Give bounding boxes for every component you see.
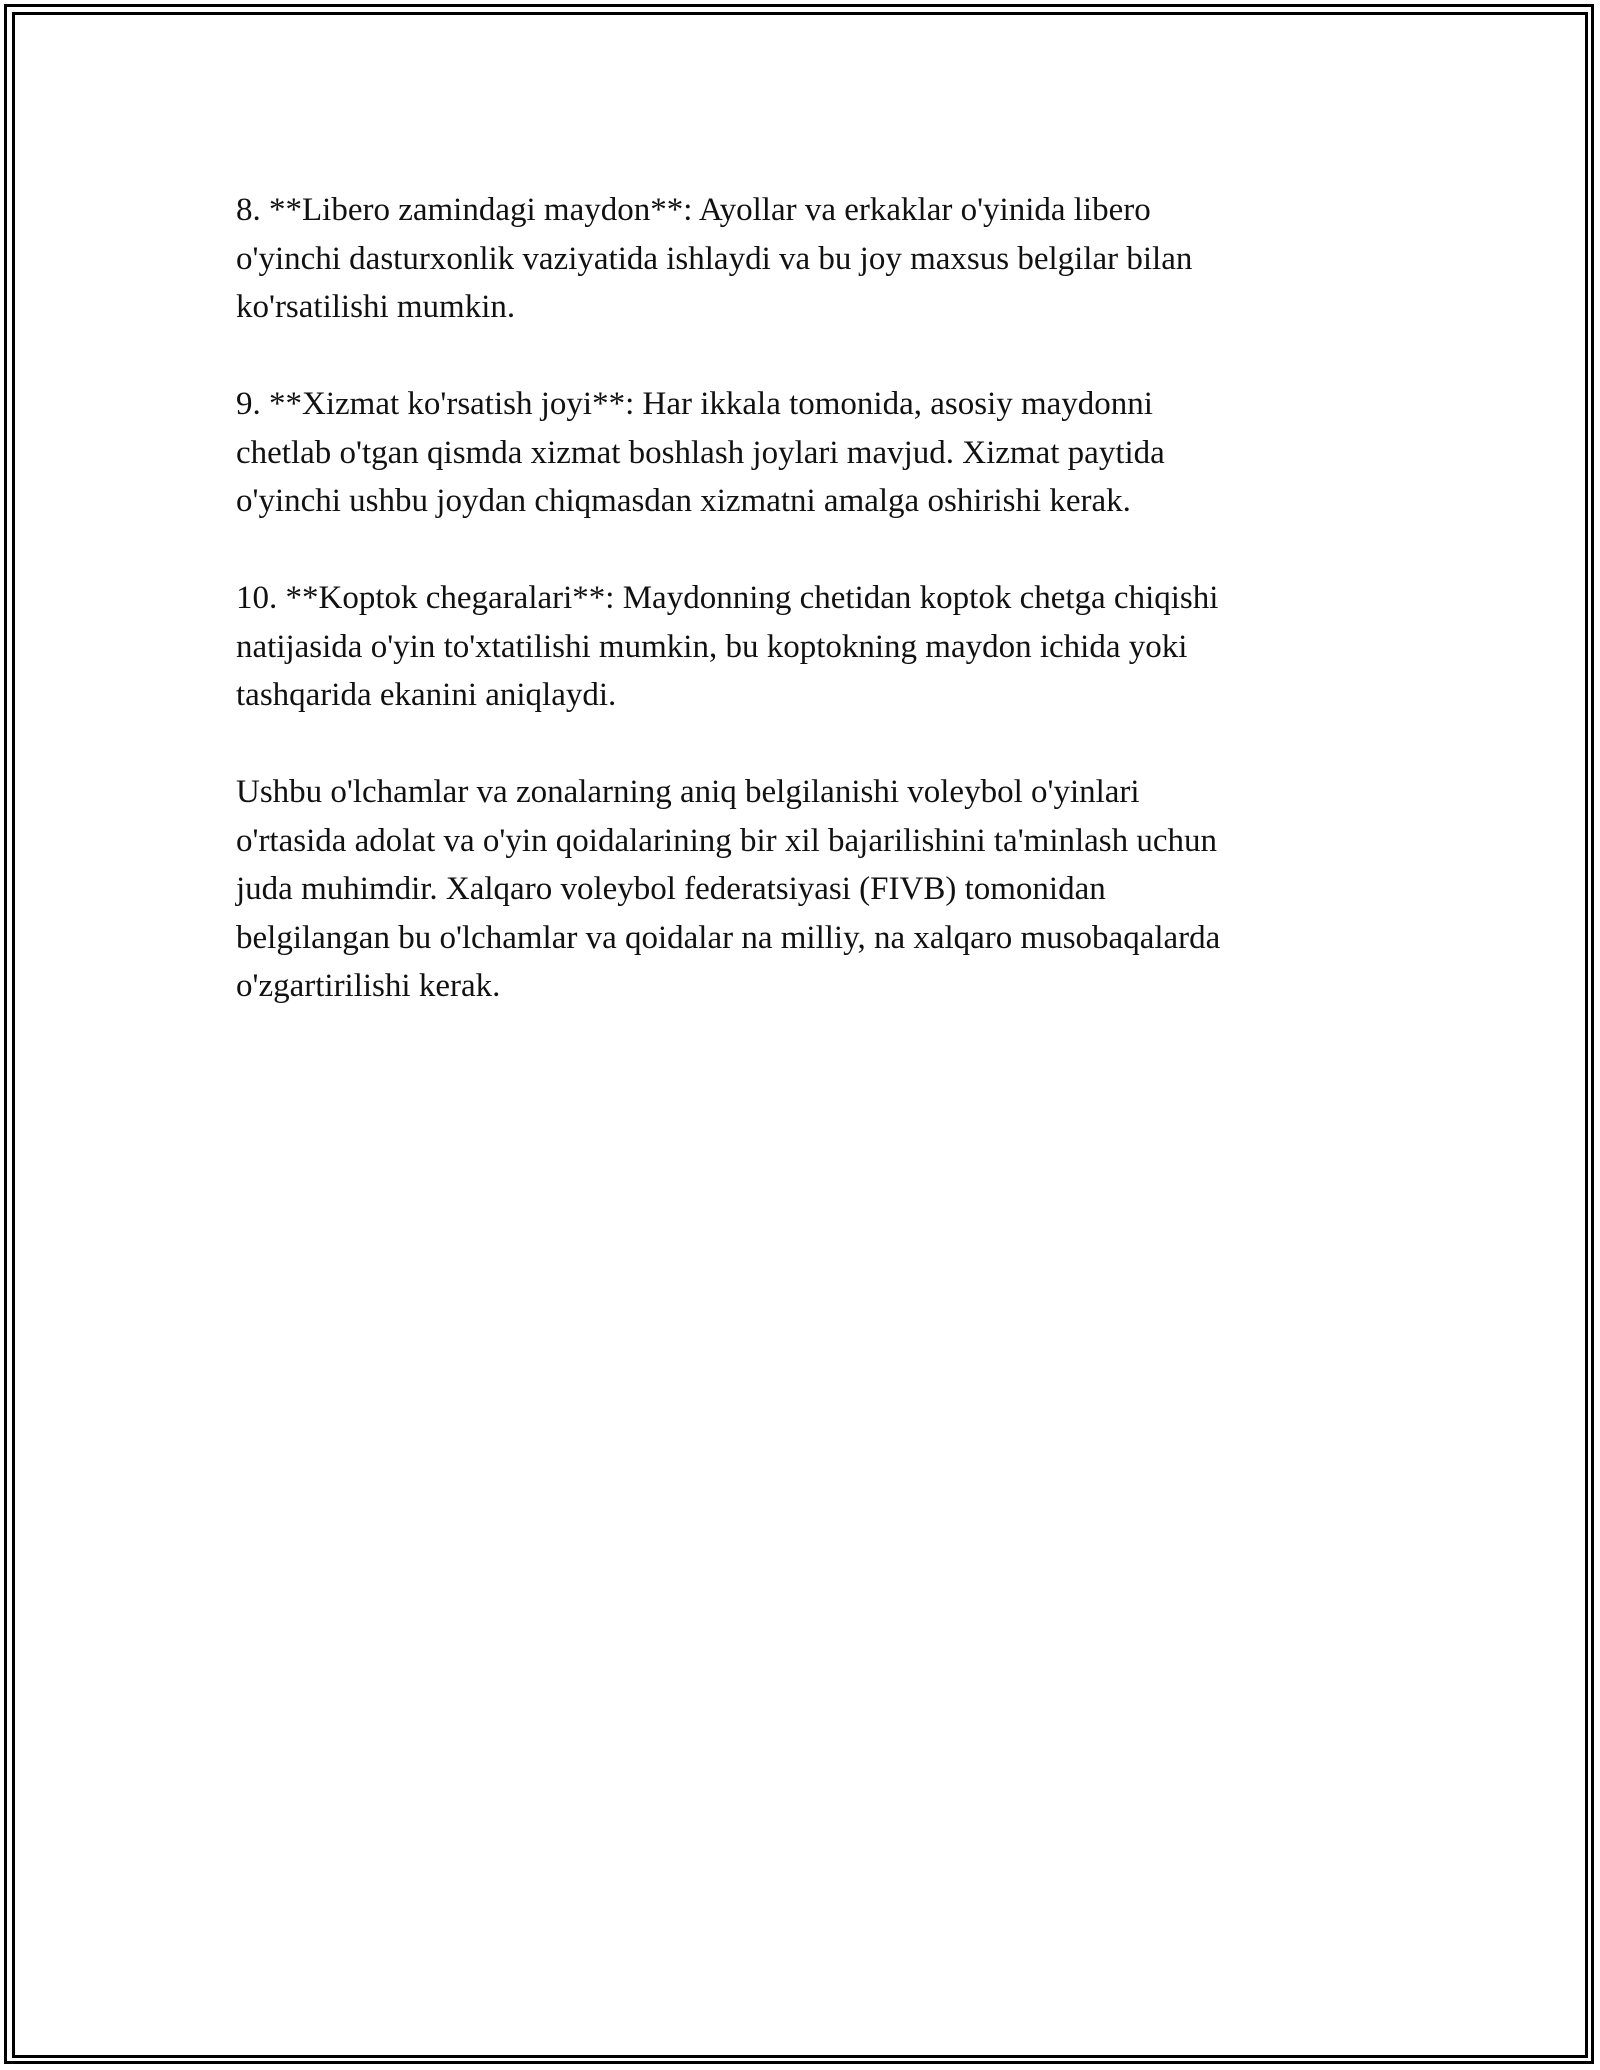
paragraph-ball-boundaries bbox=[236, 574, 1356, 720]
paragraph-line: belgilangan bu o'lchamlar va qoidalar na milliy, na xalqaro musobaqalarda bbox=[236, 919, 1221, 956]
paragraph-line: tashqarida ekanini aniqlaydi. bbox=[236, 677, 617, 713]
paragraph-line: juda muhimdir. Xalqaro voleybol federatsiyasi (FIVB) tomonidan bbox=[236, 871, 1106, 907]
paragraph-conclusion bbox=[236, 768, 1356, 1011]
paragraph-line: natijasida o'yin to'xtatilishi mumkin, bu koptokning maydon ichida yoki bbox=[236, 628, 1188, 665]
document-body bbox=[236, 186, 1356, 1059]
paragraph-service-zone bbox=[236, 380, 1356, 526]
paragraph-line: 8. **Libero zamindagi maydon**: Ayollar va erkaklar o'yinida libero bbox=[236, 192, 1151, 228]
paragraph-line: 10. **Koptok chegaralari**: Maydonning chetidan koptok chetga chiqishi bbox=[236, 580, 1219, 616]
paragraph-line: o'yinchi ushbu joydan chiqmasdan xizmatni amalga oshirishi kerak. bbox=[236, 483, 1131, 519]
paragraph-line: 9. **Xizmat ko'rsatish joyi**: Har ikkala tomonida, asosiy maydonni bbox=[236, 386, 1153, 422]
paragraph-line: chetlab o'tgan qismda xizmat boshlash joylari mavjud. Xizmat paytida bbox=[236, 434, 1165, 471]
paragraph-line: ko'rsatilishi mumkin. bbox=[236, 289, 516, 325]
paragraph-line: o'zgartirilishi kerak. bbox=[236, 968, 501, 1004]
paragraph-line: o'rtasida adolat va o'yin qoidalarining bir xil bajarilishini ta'minlash uchun bbox=[236, 822, 1218, 859]
paragraph-line: Ushbu o'lchamlar va zonalarning aniq belgilanishi voleybol o'yinlari bbox=[236, 774, 1140, 810]
paragraph-libero-zone bbox=[236, 186, 1356, 332]
paragraph-line: o'yinchi dasturxonlik vaziyatida ishlaydi va bu joy maxsus belgilar bilan bbox=[236, 240, 1193, 277]
